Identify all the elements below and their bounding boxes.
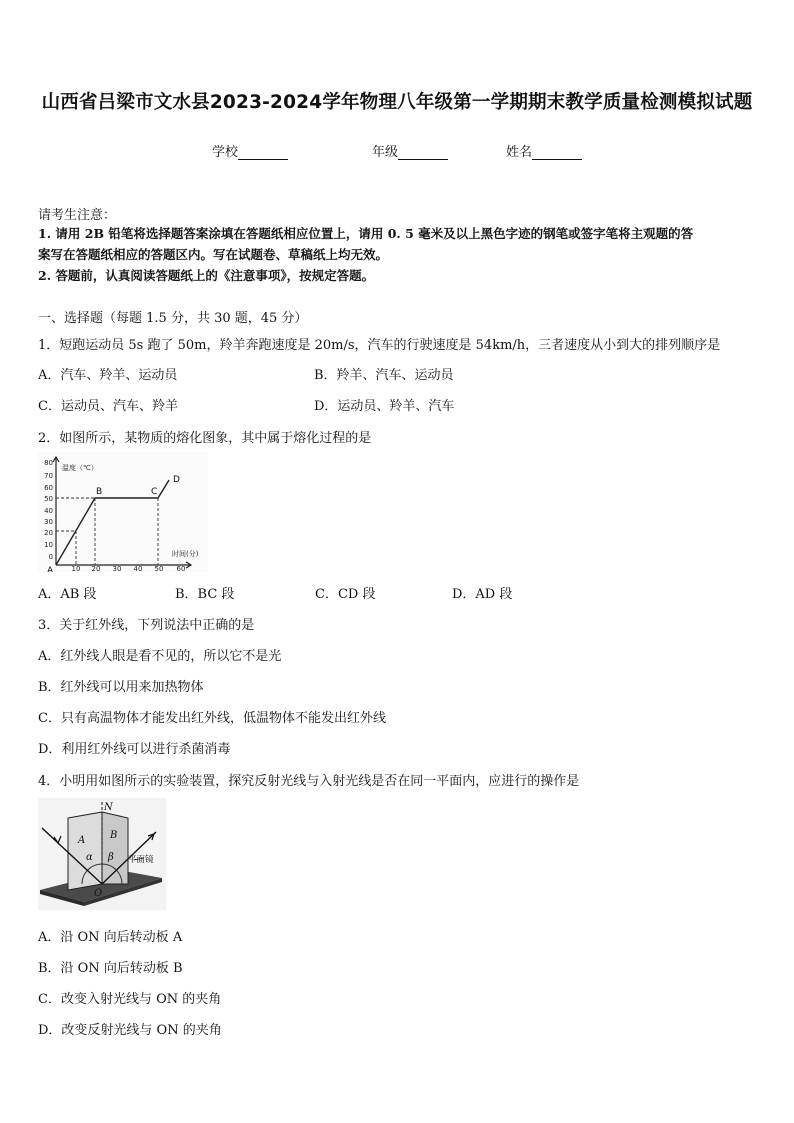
q1-option-a[interactable]: A．汽车、羚羊、运动员 bbox=[38, 368, 178, 383]
q2-option-b[interactable]: B．BC 段 bbox=[175, 587, 235, 602]
y-tick-label: 70 bbox=[44, 472, 53, 480]
y-tick-label: 50 bbox=[44, 495, 53, 503]
label-beta: β bbox=[108, 852, 114, 863]
name-field[interactable] bbox=[506, 141, 582, 160]
y-tick-label: 60 bbox=[44, 484, 53, 492]
label-n: N bbox=[104, 802, 113, 813]
board-b bbox=[102, 812, 128, 884]
melting-graph-figure bbox=[38, 452, 208, 572]
x-tick-label: 40 bbox=[133, 565, 143, 572]
q1-stem: 1．短跑运动员 5s 跑了 50m，羚羊奔跑速度是 20m/s，汽车的行驶速度是 54km/h，三者速度从小到大的排列顺序是 bbox=[38, 338, 721, 353]
q4-option-a[interactable]: A．沿 ON 向后转动板 A bbox=[38, 930, 183, 945]
q3-stem: 3．关于红外线，下列说法中正确的是 bbox=[38, 618, 255, 633]
x-tick-label: 50 bbox=[154, 565, 164, 572]
x-tick-label: 10 bbox=[71, 565, 81, 572]
point-a-label: A bbox=[47, 566, 54, 572]
x-tick-label: 60 bbox=[176, 565, 186, 572]
label-alpha: α bbox=[86, 852, 93, 863]
school-field[interactable] bbox=[212, 141, 288, 160]
label-mirror: 平面镜 bbox=[128, 855, 154, 865]
y-tick-label: 0 bbox=[48, 553, 53, 561]
notice-line-1a: 1. 请用 2B 铅笔将选择题答案涂填在答题纸相应位置上，请用 0. 5 毫米及以上黑色字迹的钢笔或签字笔将主观题的答 bbox=[38, 226, 694, 241]
q1-option-c[interactable]: C．运动员、汽车、羚羊 bbox=[38, 399, 178, 414]
label-b: B bbox=[110, 830, 118, 841]
q3-option-d[interactable]: D．利用红外线可以进行杀菌消毒 bbox=[38, 742, 231, 757]
q2-stem: 2．如图所示，某物质的熔化图象，其中属于熔化过程的是 bbox=[38, 431, 372, 446]
q1-option-b[interactable]: B．羚羊、汽车、运动员 bbox=[314, 368, 454, 383]
y-axis-label: 温度（℃） bbox=[62, 464, 98, 472]
page-title: 山西省吕梁市文水县2023-2024学年物理八年级第一学期期末教学质量检测模拟试题 bbox=[41, 92, 753, 113]
label-o: O bbox=[94, 888, 103, 899]
q3-option-a[interactable]: A．红外线人眼是看不见的，所以它不是光 bbox=[38, 649, 282, 664]
q1-option-d[interactable]: D．运动员、羚羊、汽车 bbox=[314, 399, 455, 414]
y-tick-label: 40 bbox=[44, 507, 53, 515]
notice-line-2: 2. 答题前，认真阅读答题纸上的《注意事项》，按规定答题。 bbox=[38, 268, 375, 283]
grade-label: 年级 bbox=[372, 145, 399, 160]
q4-option-d[interactable]: D．改变反射光线与 ON 的夹角 bbox=[38, 1023, 222, 1038]
x-tick-label: 20 bbox=[91, 565, 101, 572]
grade-field[interactable] bbox=[372, 141, 448, 160]
q4-stem: 4．小明用如图所示的实验装置，探究反射光线与入射光线是否在同一平面内，应进行的操作是 bbox=[38, 774, 580, 789]
name-label: 姓名 bbox=[506, 145, 533, 160]
q2-option-d[interactable]: D．AD 段 bbox=[452, 587, 513, 602]
y-tick-label: 20 bbox=[44, 529, 53, 537]
q2-option-a[interactable]: A．AB 段 bbox=[38, 587, 97, 602]
point-b-label: B bbox=[96, 487, 103, 497]
y-tick-label: 80 bbox=[44, 459, 53, 467]
y-tick-label: 30 bbox=[44, 518, 53, 526]
notice-heading: 请考生注意： bbox=[38, 208, 117, 223]
school-label: 学校 bbox=[212, 145, 239, 160]
q4-option-c[interactable]: C．改变入射光线与 ON 的夹角 bbox=[38, 992, 222, 1007]
point-d-label: D bbox=[173, 475, 180, 485]
q2-option-c[interactable]: C．CD 段 bbox=[315, 587, 376, 602]
label-a: A bbox=[78, 835, 86, 846]
section-heading: 一、选择题（每题 1.5 分，共 30 题，45 分） bbox=[38, 311, 308, 326]
q3-option-c[interactable]: C．只有高温物体才能发出红外线，低温物体不能发出红外线 bbox=[38, 711, 386, 726]
x-tick-label: 30 bbox=[112, 565, 122, 572]
point-c-label: C bbox=[151, 487, 158, 497]
reflection-apparatus-figure bbox=[38, 798, 166, 910]
q4-option-b[interactable]: B．沿 ON 向后转动板 B bbox=[38, 961, 183, 976]
y-tick-label: 10 bbox=[44, 541, 53, 549]
q3-option-b[interactable]: B．红外线可以用来加热物体 bbox=[38, 680, 204, 695]
x-axis-label: 时间(分) bbox=[172, 550, 199, 558]
notice-line-1b: 案写在答题纸相应的答题区内。写在试题卷、草稿纸上均无效。 bbox=[38, 247, 389, 262]
